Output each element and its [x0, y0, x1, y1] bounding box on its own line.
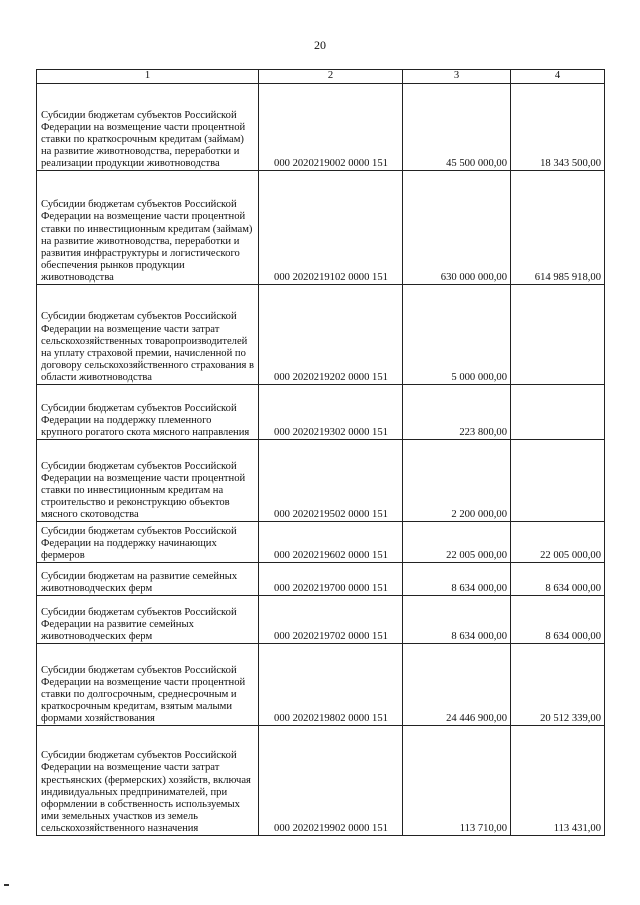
row-description: Субсидии бюджетам субъектов Российской Федерации на возмещение части затрат сельскохозяйственных товаропроизводителей на уплату страховой премии, начисленной по договору сельскохозяйственного страхования в области животноводства	[37, 285, 259, 385]
row-code: 000 2020219700 0000 151	[259, 563, 403, 596]
row-description: Субсидии бюджетам субъектов Российской Федерации на возмещение части процентной ставки по краткосрочным кредитам (займам) на развитие животноводства, переработки и реализации продукции животноводства	[37, 84, 259, 171]
row-code: 000 2020219802 0000 151	[259, 644, 403, 726]
row-value-col3: 5 000 000,00	[403, 285, 511, 385]
table-row	[37, 385, 605, 440]
header-col-4: 4	[511, 70, 605, 84]
row-value-col4: 18 343 500,00	[511, 84, 605, 171]
table-header	[37, 70, 605, 84]
table-row	[37, 726, 605, 836]
row-code: 000 2020219202 0000 151	[259, 285, 403, 385]
row-value-col3: 24 446 900,00	[403, 644, 511, 726]
row-value-col4	[511, 285, 605, 385]
budget-table	[36, 69, 605, 836]
table-row	[37, 522, 605, 563]
table-row	[37, 84, 605, 171]
row-value-col3: 223 800,00	[403, 385, 511, 440]
header-row	[37, 70, 605, 84]
table-body	[37, 84, 605, 836]
row-value-col3: 45 500 000,00	[403, 84, 511, 171]
row-value-col3: 22 005 000,00	[403, 522, 511, 563]
row-value-col4: 614 985 918,00	[511, 171, 605, 285]
row-code: 000 2020219302 0000 151	[259, 385, 403, 440]
row-description: Субсидии бюджетам на развитие семейных животноводческих ферм	[37, 563, 259, 596]
row-description: Субсидии бюджетам субъектов Российской Федерации на развитие семейных животноводческих ферм	[37, 596, 259, 644]
table-row	[37, 644, 605, 726]
table-row	[37, 440, 605, 522]
row-code: 000 2020219102 0000 151	[259, 171, 403, 285]
row-value-col4: 113 431,00	[511, 726, 605, 836]
row-value-col3: 113 710,00	[403, 726, 511, 836]
row-code: 000 2020219602 0000 151	[259, 522, 403, 563]
header-col-2: 2	[259, 70, 403, 84]
table-row	[37, 171, 605, 285]
row-description: Субсидии бюджетам субъектов Российской Федерации на возмещение части процентной ставки по инвестиционным кредитам на строительство и реконструкцию объектов мясного скотоводства	[37, 440, 259, 522]
table-row	[37, 563, 605, 596]
row-description: Субсидии бюджетам субъектов Российской Федерации на поддержку племенного крупного рогатого скота мясного направления	[37, 385, 259, 440]
table-row	[37, 596, 605, 644]
row-value-col3: 630 000 000,00	[403, 171, 511, 285]
row-value-col4: 8 634 000,00	[511, 563, 605, 596]
scan-mark	[4, 884, 9, 886]
row-code: 000 2020219702 0000 151	[259, 596, 403, 644]
row-value-col4: 8 634 000,00	[511, 596, 605, 644]
row-code: 000 2020219002 0000 151	[259, 84, 403, 171]
row-value-col3: 2 200 000,00	[403, 440, 511, 522]
row-value-col4: 22 005 000,00	[511, 522, 605, 563]
row-description: Субсидии бюджетам субъектов Российской Федерации на возмещение части процентной ставки по долгосрочным, среднесрочным и краткосрочным кредитам, взятым малыми формами хозяйствования	[37, 644, 259, 726]
row-value-col4: 20 512 339,00	[511, 644, 605, 726]
row-description: Субсидии бюджетам субъектов Российской Федерации на поддержку начинающих фермеров	[37, 522, 259, 563]
row-description: Субсидии бюджетам субъектов Российской Федерации на возмещение части процентной ставки по инвестиционным кредитам (займам) на развитие животноводства, переработки и развития инфраструктуры и логистического обеспечения рынков продукции животноводства	[37, 171, 259, 285]
page-number: 20	[314, 38, 326, 52]
row-code: 000 2020219902 0000 151	[259, 726, 403, 836]
row-description: Субсидии бюджетам субъектов Российской Федерации на возмещение части затрат крестьянских (фермерских) хозяйств, включая индивидуальных предпринимателей, при оформлении в собственность используемых ими земельных участков из земель сельскохозяйственного назначения	[37, 726, 259, 836]
row-code: 000 2020219502 0000 151	[259, 440, 403, 522]
header-col-1: 1	[37, 70, 259, 84]
header-col-3: 3	[403, 70, 511, 84]
row-value-col4	[511, 385, 605, 440]
table-row	[37, 285, 605, 385]
row-value-col4	[511, 440, 605, 522]
row-value-col3: 8 634 000,00	[403, 596, 511, 644]
row-value-col3: 8 634 000,00	[403, 563, 511, 596]
